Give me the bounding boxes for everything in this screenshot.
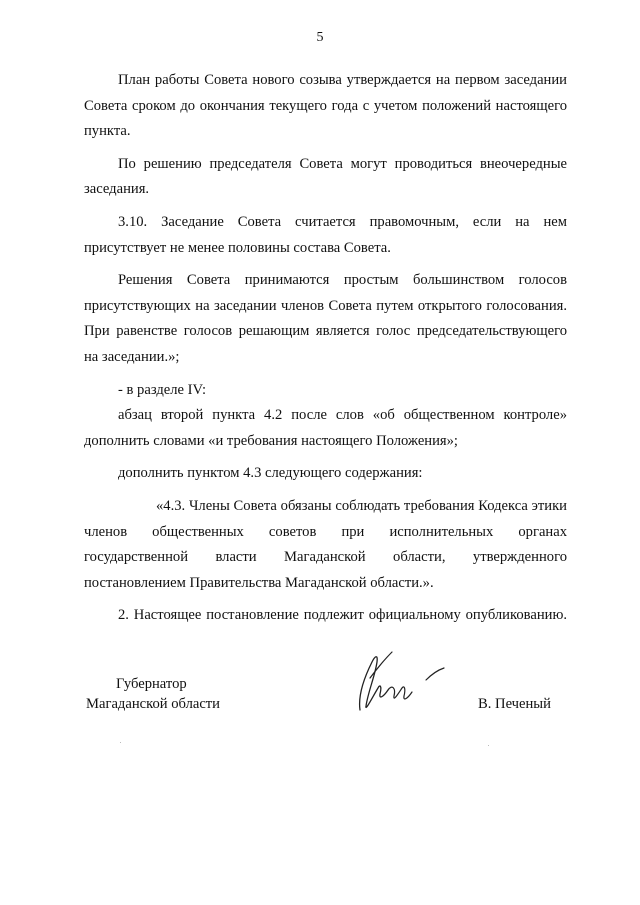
scan-speck — [488, 745, 489, 746]
page-number: 5 — [316, 30, 324, 45]
paragraph-publication: 2. Настоящее постановление подлежит официальному опубликованию. — [118, 607, 567, 624]
signature-block — [0, 670, 640, 730]
handwritten-signature — [342, 648, 452, 718]
paragraph-clause-4-3-text: «4.3. Члены Совета обязаны соблюдать требования Кодекса этики членов общественных советов при исполнительных органах государственной власти Магаданской области, утвержденного постановлением Правительства Магаданской области.». — [84, 497, 567, 591]
paragraph-section-iv: - в разделе IV: — [118, 381, 207, 398]
paragraph-council-plan: План работы Совета нового созыва утверждается на первом заседании Совета сроком до окончания текущего года с учетом положений настоящего пункта. — [84, 72, 567, 140]
paragraph-quorum: 3.10. Заседание Совета считается правомочным, если на нем присутствует не менее половины состава Совета. — [84, 213, 567, 256]
paragraph-decisions: Решения Совета принимаются простым большинством голосов присутствующих на заседании членов Совета путем открытого голосования. При равенстве голосов решающим является голос председательствующего на заседании.»; — [84, 272, 567, 365]
scan-speck — [120, 742, 121, 743]
signer-name: В. Печеный — [478, 696, 551, 712]
paragraph-extraordinary-meetings: По решению председателя Совета могут проводиться внеочередные заседания. — [84, 155, 567, 198]
signer-title-line1: Губернатор — [116, 676, 187, 692]
paragraph-clause-4-2: абзац второй пункта 4.2 после слов «об общественном контроле» дополнить словами «и требования настоящего Положения»; — [84, 407, 567, 449]
paragraph-add-clause-4-3: дополнить пунктом 4.3 следующего содержания: — [118, 465, 423, 482]
document-body — [84, 68, 567, 629]
signer-title-line2: Магаданской области — [86, 696, 220, 712]
signer-title — [86, 674, 220, 714]
